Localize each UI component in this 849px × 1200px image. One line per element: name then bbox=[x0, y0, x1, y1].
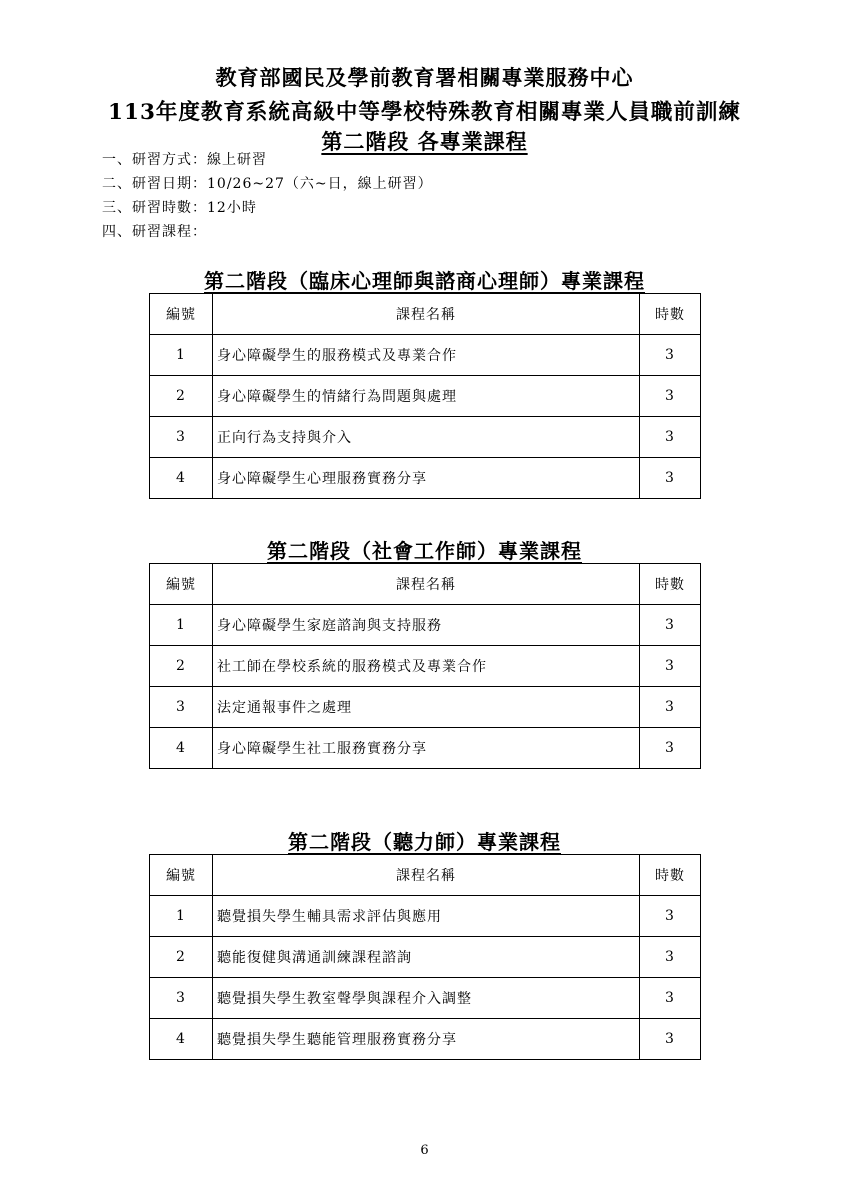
table-row bbox=[150, 417, 701, 458]
table-row bbox=[150, 896, 701, 937]
stage-title-text: 第二階段 各專業課程 bbox=[321, 129, 528, 154]
cell-no: 3 bbox=[150, 978, 213, 1019]
cell-name: 聽覺損失學生輔具需求評估與應用 bbox=[213, 896, 640, 937]
table-row bbox=[150, 728, 701, 769]
table-row bbox=[150, 335, 701, 376]
course-table-social-worker bbox=[149, 563, 701, 769]
header-name: 課程名稱 bbox=[213, 564, 640, 605]
org-title: 教育部國民及學前教育署相關專業服務中心 bbox=[215, 65, 634, 90]
section-title-text: 第二階段（聽力師）專業課程 bbox=[288, 830, 561, 854]
cell-no: 3 bbox=[150, 687, 213, 728]
cell-name: 身心障礙學生心理服務實務分享 bbox=[213, 458, 640, 499]
cell-name: 聽能復健與溝通訓練課程諮詢 bbox=[213, 937, 640, 978]
cell-hours: 3 bbox=[640, 335, 701, 376]
table-row bbox=[150, 605, 701, 646]
cell-name: 身心障礙學生的服務模式及專業合作 bbox=[213, 335, 640, 376]
cell-hours: 3 bbox=[640, 896, 701, 937]
cell-hours: 3 bbox=[640, 605, 701, 646]
table-row bbox=[150, 646, 701, 687]
table-header-row bbox=[150, 294, 701, 335]
cell-hours: 3 bbox=[640, 728, 701, 769]
header-no: 編號 bbox=[150, 294, 213, 335]
cell-no: 2 bbox=[150, 937, 213, 978]
header-name: 課程名稱 bbox=[213, 294, 640, 335]
cell-no: 4 bbox=[150, 728, 213, 769]
cell-hours: 3 bbox=[640, 646, 701, 687]
cell-hours: 3 bbox=[640, 458, 701, 499]
table-row bbox=[150, 978, 701, 1019]
info-courses: 四、研習課程： bbox=[102, 224, 207, 240]
table-header-row bbox=[150, 855, 701, 896]
cell-name: 法定通報事件之處理 bbox=[213, 687, 640, 728]
header-no: 編號 bbox=[150, 855, 213, 896]
cell-hours: 3 bbox=[640, 937, 701, 978]
info-date: 二、研習日期：10/26~27（六~日，線上研習） bbox=[102, 176, 433, 192]
header-hours: 時數 bbox=[640, 294, 701, 335]
table-row bbox=[150, 1019, 701, 1060]
cell-name: 身心障礙學生社工服務實務分享 bbox=[213, 728, 640, 769]
cell-name: 身心障礙學生家庭諮詢與支持服務 bbox=[213, 605, 640, 646]
table-header-row bbox=[150, 564, 701, 605]
info-hours: 三、研習時數：12小時 bbox=[102, 200, 257, 216]
cell-no: 2 bbox=[150, 376, 213, 417]
table-row bbox=[150, 458, 701, 499]
cell-hours: 3 bbox=[640, 1019, 701, 1060]
course-table-audiologist bbox=[149, 854, 701, 1060]
cell-hours: 3 bbox=[640, 687, 701, 728]
cell-name: 聽覺損失學生教室聲學與課程介入調整 bbox=[213, 978, 640, 1019]
header-hours: 時數 bbox=[640, 564, 701, 605]
cell-no: 4 bbox=[150, 458, 213, 499]
cell-name: 聽覺損失學生聽能管理服務實務分享 bbox=[213, 1019, 640, 1060]
cell-no: 2 bbox=[150, 646, 213, 687]
table-row bbox=[150, 687, 701, 728]
section-title-social-worker bbox=[0, 535, 849, 564]
section-title-psychologist bbox=[0, 265, 849, 294]
cell-no: 3 bbox=[150, 417, 213, 458]
info-list bbox=[102, 150, 433, 246]
cell-no: 1 bbox=[150, 896, 213, 937]
section-title-audiologist bbox=[0, 826, 849, 855]
cell-hours: 3 bbox=[640, 417, 701, 458]
cell-name: 社工師在學校系統的服務模式及專業合作 bbox=[213, 646, 640, 687]
table-row bbox=[150, 376, 701, 417]
header-hours: 時數 bbox=[640, 855, 701, 896]
cell-no: 4 bbox=[150, 1019, 213, 1060]
cell-name: 身心障礙學生的情緒行為問題與處理 bbox=[213, 376, 640, 417]
header-name: 課程名稱 bbox=[213, 855, 640, 896]
section-title-text: 第二階段（臨床心理師與諮商心理師）專業課程 bbox=[204, 269, 645, 293]
cell-no: 1 bbox=[150, 605, 213, 646]
cell-name: 正向行為支持與介入 bbox=[213, 417, 640, 458]
table-row bbox=[150, 937, 701, 978]
cell-hours: 3 bbox=[640, 978, 701, 1019]
page-number: 6 bbox=[420, 1143, 429, 1158]
cell-hours: 3 bbox=[640, 376, 701, 417]
header-no: 編號 bbox=[150, 564, 213, 605]
info-method: 一、研習方式：線上研習 bbox=[102, 152, 267, 168]
course-table-psychologist bbox=[149, 293, 701, 499]
training-title: 113年度教育系統高級中等學校特殊教育相關專業人員職前訓練 bbox=[108, 100, 741, 125]
section-title-text: 第二階段（社會工作師）專業課程 bbox=[267, 539, 582, 563]
cell-no: 1 bbox=[150, 335, 213, 376]
